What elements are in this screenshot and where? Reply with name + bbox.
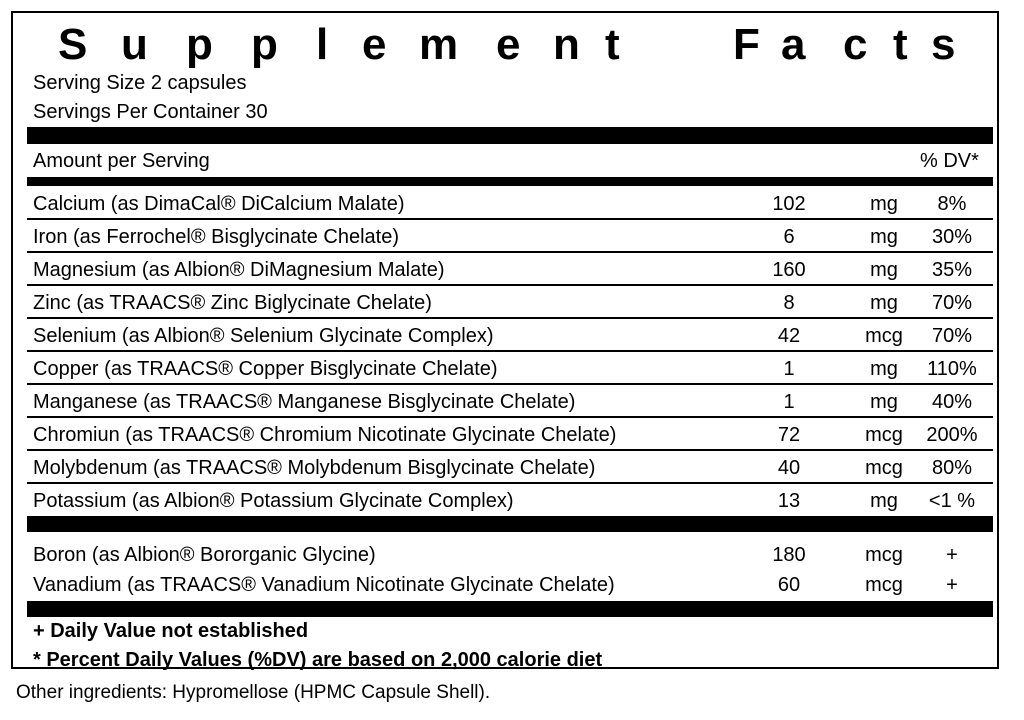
title-letter: t (605, 20, 620, 69)
table-row (0, 321, 1024, 352)
title-letter: l (316, 20, 329, 69)
nutrient-amount: 160 (772, 259, 806, 281)
nutrient-amount: 72 (777, 424, 801, 446)
nutrient-unit: mg (870, 259, 898, 281)
nutrient-name: Manganese (as TRAACS® Manganese Bisglycinate Chelate) (33, 391, 576, 413)
row-divider (27, 449, 993, 451)
title-letter: e (362, 20, 387, 69)
table-row (0, 189, 1024, 220)
nutrient-amount: 180 (772, 544, 806, 566)
nutrient-amount: 60 (777, 574, 801, 596)
footnote-dv-not-established: + Daily Value not established (33, 620, 309, 642)
thick-divider (27, 516, 993, 532)
footnote-percent-dv: * Percent Daily Values (%DV) are based on 2,000 calorie diet (33, 649, 603, 671)
title-letter: p (186, 20, 213, 69)
title-letter: s (931, 20, 956, 69)
nutrient-name: Molybdenum (as TRAACS® Molybdenum Bisglycinate Chelate) (33, 457, 596, 479)
title-letter: t (893, 20, 908, 69)
title-letter: p (251, 20, 278, 69)
nutrient-amount: 102 (772, 193, 806, 215)
nutrient-dv: 35% (931, 259, 973, 281)
nutrient-dv: 30% (931, 226, 973, 248)
table-row (0, 288, 1024, 319)
thick-divider (27, 601, 993, 617)
nutrient-amount: 13 (777, 490, 801, 512)
nutrient-amount: 1 (783, 358, 795, 380)
table-row (0, 540, 1024, 571)
nutrient-amount: 40 (777, 457, 801, 479)
thick-divider (27, 127, 993, 144)
title-letter: c (843, 20, 868, 69)
row-divider (27, 416, 993, 418)
nutrient-dv: 110% (927, 358, 977, 380)
nutrient-unit: mg (870, 490, 898, 512)
title-letter: u (121, 20, 148, 69)
row-divider (27, 317, 993, 319)
nutrient-dv: 70% (931, 292, 973, 314)
nutrient-amount: 8 (783, 292, 795, 314)
row-divider (27, 482, 993, 484)
nutrient-dv: 8% (937, 193, 967, 215)
table-row (0, 420, 1024, 451)
row-divider (27, 350, 993, 352)
nutrient-amount: 42 (777, 325, 801, 347)
nutrient-dv: + (946, 574, 958, 596)
nutrient-amount: 1 (783, 391, 795, 413)
row-divider (27, 251, 993, 253)
nutrient-name: Iron (as Ferrochel® Bisglycinate Chelate) (33, 226, 399, 248)
amount-per-serving-label: Amount per Serving (33, 150, 210, 172)
nutrient-dv: 80% (931, 457, 973, 479)
table-row (0, 486, 1024, 517)
medium-divider (27, 177, 993, 186)
row-divider (27, 284, 993, 286)
nutrient-dv: + (946, 544, 958, 566)
other-ingredients: Other ingredients: Hypromellose (HPMC Capsule Shell). (16, 682, 491, 703)
nutrient-unit: mg (870, 193, 898, 215)
nutrient-name: Selenium (as Albion® Selenium Glycinate Complex) (33, 325, 494, 347)
title-letter: S (58, 20, 88, 69)
nutrient-dv: <1 % (928, 490, 976, 512)
title-letter: a (781, 20, 806, 69)
table-row (0, 387, 1024, 418)
row-divider (27, 383, 993, 385)
nutrient-name: Calcium (as DimaCal® DiCalcium Malate) (33, 193, 405, 215)
title-letter: m (419, 20, 459, 69)
supplement-facts-title (33, 16, 993, 74)
nutrient-unit: mcg (865, 574, 903, 596)
table-row (0, 570, 1024, 601)
nutrient-name: Zinc (as TRAACS® Zinc Biglycinate Chelate) (33, 292, 432, 314)
nutrient-dv: 40% (931, 391, 973, 413)
title-letter: n (553, 20, 580, 69)
nutrient-unit: mcg (865, 424, 903, 446)
table-row (0, 453, 1024, 484)
nutrient-name: Magnesium (as Albion® DiMagnesium Malate) (33, 259, 445, 281)
servings-per-container: Servings Per Container 30 (33, 101, 268, 123)
title-letter: e (496, 20, 521, 69)
nutrient-name: Chromiun (as TRAACS® Chromium Nicotinate Glycinate Chelate) (33, 424, 617, 446)
nutrient-name: Potassium (as Albion® Potassium Glycinate Complex) (33, 490, 514, 512)
title-letter: F (733, 20, 760, 69)
table-row (0, 354, 1024, 385)
nutrient-unit: mcg (865, 544, 903, 566)
nutrient-unit: mg (870, 358, 898, 380)
nutrient-dv: 200% (926, 424, 978, 446)
percent-dv-header: % DV* (920, 150, 979, 172)
nutrient-unit: mcg (865, 325, 903, 347)
nutrient-name: Vanadium (as TRAACS® Vanadium Nicotinate Glycinate Chelate) (33, 574, 615, 596)
nutrient-unit: mcg (865, 457, 903, 479)
serving-size: Serving Size 2 capsules (33, 72, 247, 94)
row-divider (27, 218, 993, 220)
nutrient-name: Boron (as Albion® Bororganic Glycine) (33, 544, 376, 566)
nutrient-unit: mg (870, 391, 898, 413)
nutrient-amount: 6 (783, 226, 795, 248)
table-row (0, 222, 1024, 253)
table-row (0, 255, 1024, 286)
nutrient-dv: 70% (931, 325, 973, 347)
nutrient-name: Copper (as TRAACS® Copper Bisglycinate Chelate) (33, 358, 498, 380)
nutrient-unit: mg (870, 292, 898, 314)
nutrient-unit: mg (870, 226, 898, 248)
